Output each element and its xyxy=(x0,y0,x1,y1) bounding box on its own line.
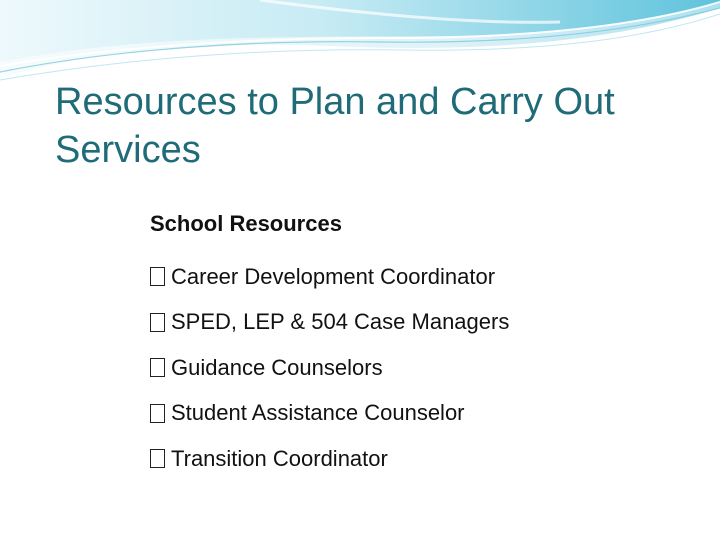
bullet-item xyxy=(150,391,690,437)
missing-glyph-box-icon xyxy=(150,449,165,468)
missing-glyph-box-icon xyxy=(150,358,165,377)
slide-title-line-2: Services xyxy=(55,129,201,171)
bullet-text: Guidance Counselors xyxy=(171,354,383,380)
bullet-list xyxy=(150,254,690,482)
bullet-item xyxy=(150,345,690,391)
bullet-item xyxy=(150,300,690,346)
slide-content xyxy=(150,208,690,482)
missing-glyph-box-icon xyxy=(150,267,165,286)
bullet-text: SPED, LEP & 504 Case Managers xyxy=(171,309,510,335)
slide-title xyxy=(55,78,695,174)
slide-title-line-1: Resources to Plan and Carry Out xyxy=(55,81,615,123)
bullet-item xyxy=(150,436,690,482)
missing-glyph-box-icon xyxy=(150,404,165,423)
bullet-text: Career Development Coordinator xyxy=(171,263,496,289)
header-wave-decoration xyxy=(0,0,720,90)
bullet-item xyxy=(150,254,690,300)
missing-glyph-box-icon xyxy=(150,313,165,332)
bullet-text: Student Assistance Counselor xyxy=(171,400,465,426)
section-heading: School Resources xyxy=(150,211,342,236)
bullet-text: Transition Coordinator xyxy=(171,445,388,471)
